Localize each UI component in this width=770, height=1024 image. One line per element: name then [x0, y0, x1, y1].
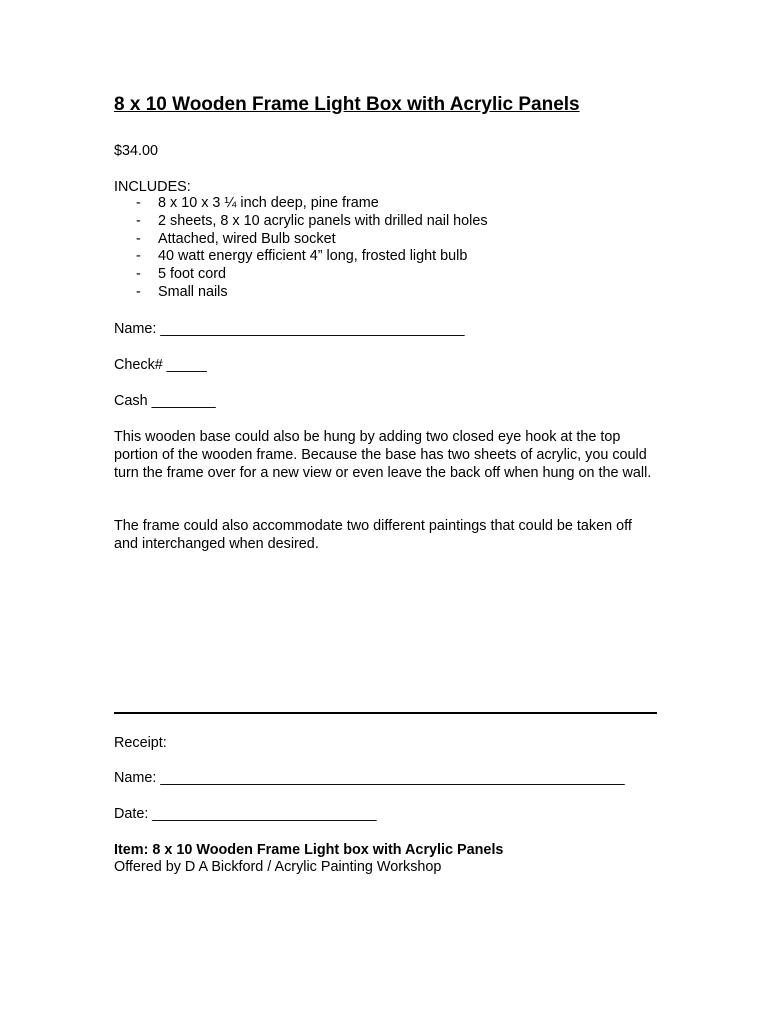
includes-list: [114, 195, 488, 302]
document-page: [114, 0, 659, 1024]
list-item: [114, 231, 488, 249]
list-item-text: 40 watt energy efficient 4” long, frosted light bulb: [158, 248, 468, 265]
receipt-offered-by: Offered by D A Bickford / Acrylic Painting Workshop: [114, 859, 442, 875]
cash-line: Cash ________: [114, 393, 216, 409]
list-dash: -: [136, 212, 141, 229]
list-item: [114, 248, 488, 266]
list-dash: -: [136, 283, 141, 300]
list-item-text: Small nails: [158, 283, 228, 300]
includes-label: INCLUDES:: [114, 179, 191, 195]
list-dash: -: [136, 195, 141, 211]
receipt-label: Receipt:: [114, 735, 167, 751]
receipt-item: Item: 8 x 10 Wooden Frame Light box with Acrylic Panels: [114, 842, 504, 858]
document-title: 8 x 10 Wooden Frame Light Box with Acrylic Panels: [114, 94, 580, 115]
receipt-name-line: Name: __________________________________________________________: [114, 770, 625, 786]
list-item: [114, 284, 488, 302]
price: $34.00: [114, 143, 159, 159]
list-dash: -: [136, 248, 141, 265]
list-item-text: Attached, wired Bulb socket: [158, 230, 336, 247]
name-field-line: Name: ______________________________________: [114, 321, 465, 337]
check-number-line: Check# _____: [114, 357, 207, 373]
list-dash: -: [136, 230, 141, 247]
list-item: [114, 213, 488, 231]
section-divider: [114, 712, 657, 714]
list-item-text: 5 foot cord: [158, 266, 226, 283]
list-item-text: 8 x 10 x 3 ¼ inch deep, pine frame: [158, 195, 379, 211]
list-item: [114, 266, 488, 284]
list-item: [114, 195, 488, 213]
list-item-text: 2 sheets, 8 x 10 acrylic panels with drilled nail holes: [158, 212, 488, 229]
description-paragraph-2: The frame could also accommodate two different paintings that could be taken off and interchanged when desired.: [114, 518, 632, 552]
receipt-date-line: Date: ____________________________: [114, 806, 377, 822]
list-dash: -: [136, 266, 141, 283]
description-paragraph-1: This wooden base could also be hung by adding two closed eye hook at the top portion of the wooden frame. Because the base has two sheets of acrylic, you could turn the frame over for a new view or even leave the back off when hung on the wall.: [114, 429, 652, 481]
